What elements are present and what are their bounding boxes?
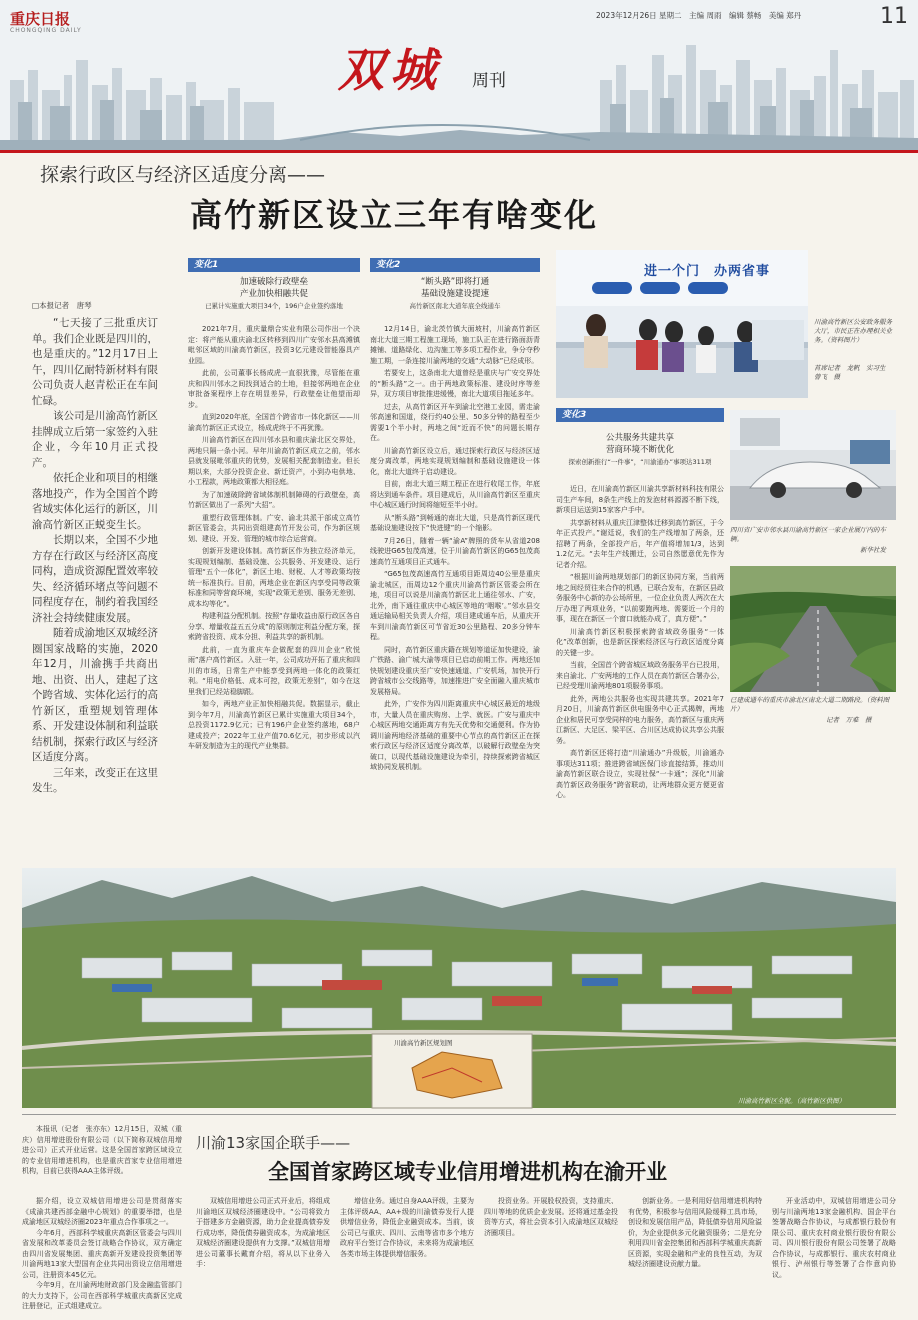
body-paragraph: 川渝高竹新区设立后，通过探索行政区与经济区适度分离改革，两地实现规划编制和基础设施建设一体化，南北大道终于启动建设。 [370, 446, 540, 476]
lead-paragraph: “七天接了三批重庆订单。我们企业既是四川的，也是重庆的。”12月17日上午，四川亿耐特新材料有限公司负责人赵青松正在车间忙碌。 [32, 317, 158, 407]
change-2-title: “断头路”即将打通 基础设施建设提速 [420, 277, 490, 299]
city-skyline-illustration [0, 40, 918, 150]
body-paragraph: 7月26日，随着一辆“渝A”牌照的货车从省道208线驶进G65包茂高速，位于川渝高竹新区的G65包茂高速高竹互通项目正式通车。 [370, 536, 540, 566]
section-title: 双城 [338, 43, 442, 97]
body-paragraph: 如今，两地产业正加快相融共促。数据显示，截止到今年7月，川渝高竹新区已累计实施重大项目34个，总投资1172.9亿元；已有196户企业签约落地，68户建成投产；2022年工业产值70.6亿元，初步形成以汽车研发制造为主的现代产业集群。 [188, 700, 360, 750]
body-paragraph: 创新开发建设体制。高竹新区作为独立经济单元，实现规划编制、基础设施、公共服务、开发建设、运行管理“五个一体化”，新区土地、财税、人才等政策均按统一标准执行。目前，两地企业在新区内享受同等政策标准和同等营商环境，实现“政策无差别、服务无差别、成本均等化”。 [188, 547, 360, 608]
story-headline: 高竹新区设立三年有啥变化 [190, 196, 599, 234]
lead-paragraph: 长期以来，全国不少地方存在行政区与经济区高度同构，造成资源配置效率较失、经济循环堵点等问题不同程度存在，制约着我国经济社会持续健康发展。 [32, 534, 158, 624]
body-paragraph: 若要安上，这条南北大道曾经是重庆与广安交界处的“断头路”之一。由于两地政策标准、建设时序等差异，双方项目审批推进缓慢，南北大道项目拖延多年。 [370, 369, 540, 398]
change-3-title: 公共服务共建共享 营商环境不断优化 [605, 433, 674, 455]
story2-lead-paragraph: 本报讯（记者 张亦东）12月15日，双城（重庆）信用增进股份有限公司（以下简称双城信用增进公司）正式开业运营。这是全国首家跨区域设立的专业信用增进机构，也是重庆首家专业信用增进机构，目前已获得AAA主体评级。 [22, 1125, 182, 1175]
road-credit: 记者 万难 摄 [826, 716, 872, 724]
story2-paragraph: 开业活动中，双城信用增进公司分别与川渝两地13家金融机构、国企平台签署战略合作协议，与成都银行股份有限公司、重庆农村商业银行股份有限公司、四川银行股份有限公司签署了战略合作协议，与成都银行、重庆农村商业银行、泸州银行等签署了合作意向协议。 [772, 1197, 896, 1279]
aerial-illustration [22, 868, 896, 1108]
body-paragraph: 目前，南北大道三期工程正在进行收尾工作，年底将达到通车条件。项目建成后，从川渝高竹新区至重庆中心城区通行时间将缩短至半小时。 [370, 480, 540, 509]
aerial-photo [22, 868, 896, 1108]
body-paragraph: 近日，在川渝高竹新区川渝共享新材料科技有限公司生产车间，8条生产线上的发泡材料源源不断下线，新项目运送到15家客户手中。 [556, 485, 724, 514]
section-subtitle: 周刊 [472, 71, 506, 91]
masthead [0, 0, 918, 150]
story2-column-1 [22, 1196, 182, 1314]
change-3-subtitle: 探索创新推行“一件事”，“川渝通办”事项达311项 [568, 458, 712, 466]
story2-paragraph: 投资业务。开展股权投资，支持重庆、四川等地的优质企业发展。还将通过基金投资等方式，将社会资本引入成渝地区双城经济圈项目。 [484, 1197, 618, 1237]
story2-paragraph: 今年9月，在川渝两地财政部门及金融监管部门的大力支持下，公司在西部科学城重庆高新区完成注册登记，正式组建成立。 [22, 1281, 182, 1310]
car-showroom-photo [730, 410, 896, 520]
road-caption: 已建成通车的重庆市渝北区南北大道二期路段。（资料图片） [730, 696, 890, 713]
body-paragraph: 共享新材料从重庆江津整体迁移到高竹新区，于今年正式投产。”谢廷说，我们的生产线增加了两条，还招聘了两条，全部投产后，年产值将增加1/3，达到1.2亿元。“去年生产线搬迁，公司自然愿意优先作为记者介绍。 [556, 518, 724, 569]
showroom-credit: 新华社发 [860, 546, 886, 554]
story-byline: □本报记者 唐琴 [32, 301, 92, 310]
header-divider [0, 150, 918, 153]
lead-paragraph: 该公司是川渝高竹新区挂牌成立后第一家签约入驻企业，今年10月正式投产。 [32, 410, 158, 469]
page-number: 11 [880, 4, 908, 29]
body-paragraph: 2021年7月，重庆量鼎合实业有限公司作出一个决定：将产能从重庆渝北区转移到四川广安邻水县高滩镇毗邻区域的川渝高竹新区，投资3亿元建设智能器具产业园。 [188, 325, 360, 365]
story2-column-3 [340, 1196, 474, 1314]
body-paragraph: 12月14日，渝北茨竹镇大面坡村，川渝高竹新区南北大道三期工程施工现场，施工队正在进行路面沥青摊铺、道路绿化、边沟施工等多项工程作业，争分夺秒施工期，一条连接川渝两地的交通“大动脉”已经成形。 [370, 325, 540, 365]
change-1-title: 加速破除行政壁垒 产业加快相融共促 [239, 277, 308, 299]
lead-paragraph: 三年来，改变正在这里发生。 [32, 766, 158, 794]
change-1-body [188, 324, 360, 882]
change-2-body [370, 324, 540, 882]
body-paragraph: 川渝高竹新区在四川邻水县和重庆渝北区交界处，两地只隔一条小河。早年川渝高竹新区成立之前，邻水县就发展毗邻重庆的优势，发展相关配套制造业。但长期以来，大部分投资企业、新迁资产，小到办电供地、小工程款，两地政策都大相径庭。 [188, 436, 360, 486]
story2-paragraph: 增信业务。通过自身AAA评级，主要为主体评级AA、AA+级的川渝债券发行人提供增信业务，降低企业融资成本。当前，该公司已与重庆、四川、云南等省市多个地方政府平台签订合作协议，未来将为成渝地区各类市场主体提供增信服务。 [340, 1197, 474, 1258]
change-2-subtitle: 高竹新区南北大道年底全线通车 [409, 302, 501, 310]
change-2-tag: 变化2 [370, 258, 540, 272]
road-photo [730, 566, 896, 692]
story2-paragraph: 双城信用增进公司正式开业后，将组成川渝地区双城经济圈建设中。“公司将致力于搭建多方金融资源，助力企业提高债券发行成功率，降低债券融资成本，为成渝地区双城经济圈建设提供有力支撑。”双城信用增进公司董事长戴育介绍，将从以下业务入手： [196, 1197, 330, 1268]
story2-column-2 [196, 1196, 330, 1314]
story2-paragraph: 创新业务。一是利用好信用增进机构特有优势，积极参与信用风险缓释工具市场，创设和发展信用产品，降低债券信用风险溢价，为企业提供多元化融资服务；二是充分利用四川省金控集团和西部科学城重庆高新区资源，实现金融和产业的良性互动，为双城经济圈建设贡献力量。 [628, 1197, 762, 1268]
showroom-caption: 四川省广安市邻水县川渝高竹新区一家企业展厅内的车辆。 [730, 526, 886, 543]
body-paragraph: 从“断头路”到畅通的南北大道，只是高竹新区现代基础设施建设按下“快进键”的一个缩影。 [370, 513, 540, 532]
story2-paragraph: 据介绍，设立双城信用增进公司是贯彻落实《成渝共建西部金融中心规划》的重要举措，也是成渝地区双城经济圈2023年重点合作事项之一。 [22, 1197, 182, 1226]
body-paragraph: 过去，从高竹新区开车到渝北空港工业园，需走渝邻高速和国道，绕行约40公里、50多分钟的路程至少需要1个半小时，两地之间“近而不快”的问题长期存在。 [370, 402, 540, 442]
body-paragraph: “根据川渝两地规划部门的新区协同方案，当前两地之间经贸往来合作的机遇，已联合发布，在新区县政务服务中心新的办公场所里，一位企业负责人两次在大厅办理了两项业务，“以前要跑两地、需要近一个月的事，现在在新区一个窗口就能办成了，真方便”。” [556, 573, 724, 623]
body-paragraph: “G65包茂高速高竹互通项目距周边40公里是重庆渝北城区，而周边12个重庆川渝高竹新区管委会所在地，项目可以说是川渝高竹新区北上通往邻水、广安，北外，南下通往重庆中心城区等地的‘咽喉’。”邻水县交通运输局相关负责人介绍，项目建成通车后，从重庆开车到川渝高竹新区可节省近30公里路程、20多分钟车程。 [370, 570, 540, 641]
body-paragraph: 重塑行政管理体制。广安、渝北共派干部成立高竹新区管委会，共同出资组建高竹开发公司，作为新区规划、建设、开发、管理的城市综合运营商。 [188, 513, 360, 543]
story2-kicker: 川渝13家国企联手—— [196, 1134, 351, 1152]
body-paragraph: 当前，全国首个跨省城区域政务服务平台已投用，来自渝北、广安两地的工作人员在高竹新区合署办公，已经受理川渝两地801项服务事项。 [556, 661, 724, 690]
change-1-subtitle: 已累计实施重大项目34个，196户企业签约落地 [205, 302, 343, 310]
service-hall-sign: 进一个门 办两省事 [644, 264, 771, 279]
road-illustration [730, 566, 896, 692]
change-3-tag: 变化3 [556, 408, 724, 422]
body-paragraph: 此外，两地公共服务也实现共建共享。2021年7月20日，川渝高竹新区供电服务中心正式揭牌，两地企业和居民可享受同样的电力服务，高竹新区与重庆两江新区、大足区、梁平区、合川区达成协议共享公共服务。 [556, 694, 724, 745]
story-lead-column [32, 316, 158, 794]
newspaper-name: 重庆日报 [10, 10, 71, 28]
lead-paragraph: 依托企业和项目的相继落地投产，作为全国首个跨省域实体化运行的新区，川渝高竹新区正蜕变生长。 [32, 472, 158, 531]
dateline: 2023年12月26日 星期二 主编 周雨 编辑 蔡畅 美编 郑丹 [596, 11, 802, 20]
aerial-caption: 川渝高竹新区全貌。（高竹新区供图） [738, 1097, 846, 1105]
body-paragraph: 此外，广安作为四川距离重庆中心城区最近的地级市，大量人员在重庆购房、上学、就医。广安与重庆中心城区两地交通距离方有先天优势和交通便利。作为协调川渝两地经济基础的重要中心节点的高竹新区正在探索行政区与经济区适度分离改革，以破解行政壁垒为突破口，以现代基础设施建设为牵引，持续探索跨省城区域协同发展机制。 [370, 700, 540, 771]
body-paragraph: 此前，一直为重庆车企做配套的四川企业“欣悦雨”落户高竹新区。入驻一年，公司成功开拓了重庆和四川的市场，日常生产中能享受到两地一体化的政策红利。“用电价格低、成本可控，政策无差别”，如今在这里我们已经站稳脚跟。 [188, 645, 360, 696]
body-paragraph: 构建利益分配机制。按照“存量收益由原行政区各自分享、增量收益五五分成”的原则制定利益分配方案，探索跨省投资、成本分担、利益共享的新机制。 [188, 612, 360, 641]
body-paragraph: 为了加速破除跨省域体制机制障碍的行政壁垒，高竹新区做出了一系列“大招”。 [188, 490, 360, 509]
story2-column-6 [772, 1196, 896, 1314]
newspaper-english-name: CHONGQING DAILY [10, 27, 82, 34]
body-paragraph: 高竹新区还将打造“川渝通办”升级版，川渝通办事项达311项；推进跨省域医保门诊直接结算，推动川渝高竹新区联合设立，实现社保“一卡通”；深化“川渝高竹新区政务服务”跨省联动，让两地群众更方便更省心。 [556, 749, 724, 799]
body-paragraph: 川渝高竹新区积极探索跨省域政务服务“一体化”改革创新，也是新区探索经济区与行政区适度分离的关键一步。 [556, 627, 724, 657]
story2-column-5 [628, 1196, 762, 1314]
service-hall-photo [556, 250, 808, 398]
story2-column-4 [484, 1196, 618, 1314]
car-showroom-illustration [730, 410, 896, 520]
lead-paragraph: 随着成渝地区双城经济圈国家战略的实施，2020年12月，川渝携手共商出地、出资、出人，建起了这个跨省域、实体化运行的高竹新区，重塑规划管理体系、开发建设体制和利益联结机制，探索行政区与经济区适度分离。 [32, 627, 158, 763]
story2-headline: 全国首家跨区域专业信用增进机构在渝开业 [268, 1159, 667, 1184]
body-paragraph: 直到2020年底，全国首个跨省市一体化新区——川渝高竹新区正式设立，杨成虎终于不再犹豫。 [188, 413, 360, 432]
body-paragraph: 此前，公司董事长杨成虎一直很犹豫，尽管能在重庆和四川邻水之间找到适合的土地，但接邻两地在企业审批备案程序上存在明显差异，行政壁垒让他望而却步。 [188, 369, 360, 409]
service-hall-credit: 首席记者 龙帆 实习生 曾飞 摄 [814, 364, 892, 381]
body-paragraph: 同时，高竹新区重庆籍在规划等道证加快建设，渝广铁路、渝广城大渝等项目已启动前期工作。两地还加快规划建设重庆至广安快速通道、广安机场，加快开行跨省城市公交线路等，加速推进广安全面融入重庆城市发展格局。 [370, 645, 540, 696]
story2-paragraph: 今年6月，西部科学城重庆高新区管委会与四川省发展和改革委员会签订战略合作协议，双方确定由四川省发展集团、重庆高新开发建设投资集团等川渝两地13家大型国有企业共同出资设立信用增进公司，注册资本45亿元。 [22, 1228, 182, 1279]
story-kicker: 探索行政区与经济区适度分离—— [40, 164, 326, 186]
service-hall-caption: 川渝高竹新区公安政务服务大厅，市民正在办理相关业务。（资料图片） [814, 318, 892, 344]
plan-board-title: 川渝高竹新区规划图 [394, 1039, 453, 1047]
change-1-tag: 变化1 [188, 258, 360, 272]
change-3-body [556, 484, 724, 882]
story-divider [22, 1114, 896, 1115]
story2-byline [22, 1124, 182, 1194]
